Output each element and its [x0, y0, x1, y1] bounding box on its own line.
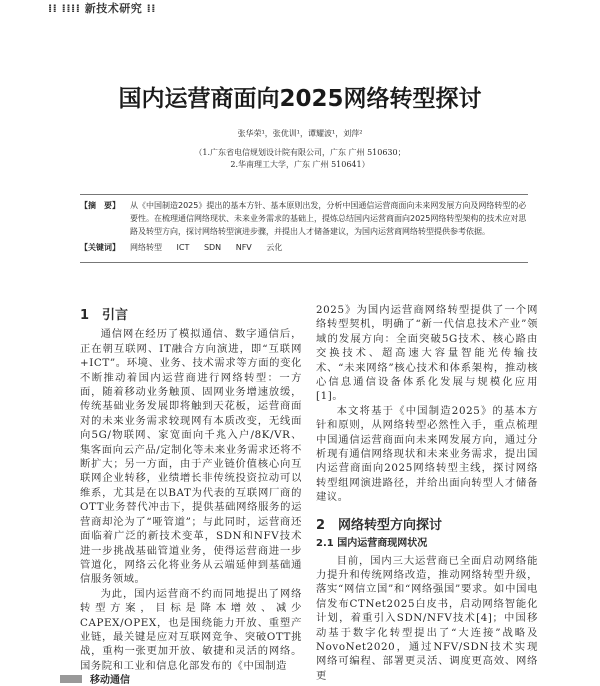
abstract-label: 【摘 要】 — [80, 201, 120, 210]
paragraph: 为此，国内运营商不约而同地提出了网络转型方案，目标是降本增效、减少CAPEX/OPEX，也是围绕能力开放、重塑产业链，最关键是应对互联网竞争、突破OTT挑战，重构一张更加开放、敏捷和灵活的网络。国务院和工业和信息化部发布的《中国制造 — [80, 587, 302, 672]
paragraph: 本文将基于《中国制造2025》的基本方针和原则，从网络转型必然性入手，重点梳理中国通信运营商面向未来网发展方向，通过分析现有通信网络现状和未来业务需求，提出国内运营商面向2025网络转型主线，探讨网络转型组网演进路径，并给出面向转型人才储备建议。 — [316, 404, 538, 504]
paragraph: 目前，国内三大运营商已全面启动网络能力提升和传统网络改造，推动网络转型升级，落实“网信立国”和“网络强国”要求。如中国电信发布CTNet2025白皮书，启动网络智能化计划，着重引入SDN/NFV技术[4]；中国移动基于数字化转型提出了“大连接”战略及NovoNet2020，通过NFV/SDN技术实现网络可编程、部署更灵活、调度更高效、网络更 — [316, 554, 538, 682]
keyword: SDN — [203, 243, 222, 252]
abstract-text: 从《中国制造2025》提出的基本方针、基本原则出发，分析中国通信运营商面向未来网发展方向及网络转型的必要性。在梳理通信网络现状、未来业务需求的基础上，提炼总结国内运营商面向2025网络转型架构的技术应对思路及转型方向，探讨网络转型演进步骤，并提出人才储备建议，为国内运营商网络转型提供参考依据。 — [130, 201, 527, 236]
paragraph: 通信网在经历了模拟通信、数字通信后，正在朝互联网、IT融合方向演进，即“互联网+ICT”。环境、业务、技术需求等方面的变化不断推动着国内运营商进行网络转型：一方面，随着移动业务触顶、固网业务增速放缓，传统基础业务发展即将触到天花板，运营商面对的未来业务需求较现网有本质改变，无线面向5G/物联网、家宽面向千兆入户/8K/VR、集客面向云产品/定制化等未来业务需求还将不断扩大；另一方面，由于产业链价值核心向互联网企业转移，业绩增长非传统投资拉动可以维系，尤其是在以BAT为代表的互联网厂商的OTT业务替代冲击下，提供基础网络服务的运营商却沦为了“哑管道”；与此同时，运营商还面临着广泛的新技术变革，SDN和NFV技术进一步挑战基础管道业务，使得运营商进一步管道化，网络云化将业务从云端延伸到基础通信服务领域。 — [80, 328, 303, 586]
keyword: 云化 — [266, 243, 283, 252]
journal-name: 移动通信 — [90, 675, 130, 686]
section-2-1-heading: 2.1 国内运营商现网状况 — [316, 538, 428, 550]
section-2-heading: 2 网络转型方向探讨 — [316, 517, 443, 533]
keyword: NFV — [235, 243, 252, 252]
footer-page-box — [60, 675, 82, 683]
section-1-heading: 1 引言 — [80, 308, 129, 323]
article-title: 国内运营商面向2025网络转型探讨 — [118, 86, 482, 112]
divider-top — [80, 194, 528, 195]
affiliation-1: （1.广东省电信规划设计院有限公司，广东 广州 510630； — [194, 148, 406, 157]
authors: 张华荣¹，张优训¹，谭耀波¹，刘萍² — [237, 129, 363, 138]
paragraph: 2025》为国内运营商网络转型提供了一个网络转型契机，明确了“新一代信息技术产业”领域的发展方向：全面突破5G技术、核心路由交换技术、超高速大容量智能光传输技术、“未来网络”核心技术和体系架构，推动核心信息通信设备体系化发展与规模化应用[1]。 — [316, 304, 538, 403]
keywords — [80, 242, 528, 253]
keyword: 网络转型 — [130, 243, 162, 252]
left-column — [80, 309, 302, 673]
divider-bottom — [80, 262, 528, 263]
affiliations — [0, 147, 600, 171]
section-header: ⁞⁞ ⁞⁞⁞⁞ 新技术研究 ⁞⁞ — [48, 2, 156, 15]
section-header-label: 新技术研究 — [84, 2, 143, 15]
keyword: ICT — [176, 243, 190, 252]
right-column — [316, 303, 538, 683]
keywords-label: 【关键词】 — [80, 243, 120, 252]
affiliation-2: 2.华南理工大学，广东 广州 510641） — [230, 160, 370, 169]
abstract — [80, 199, 528, 238]
